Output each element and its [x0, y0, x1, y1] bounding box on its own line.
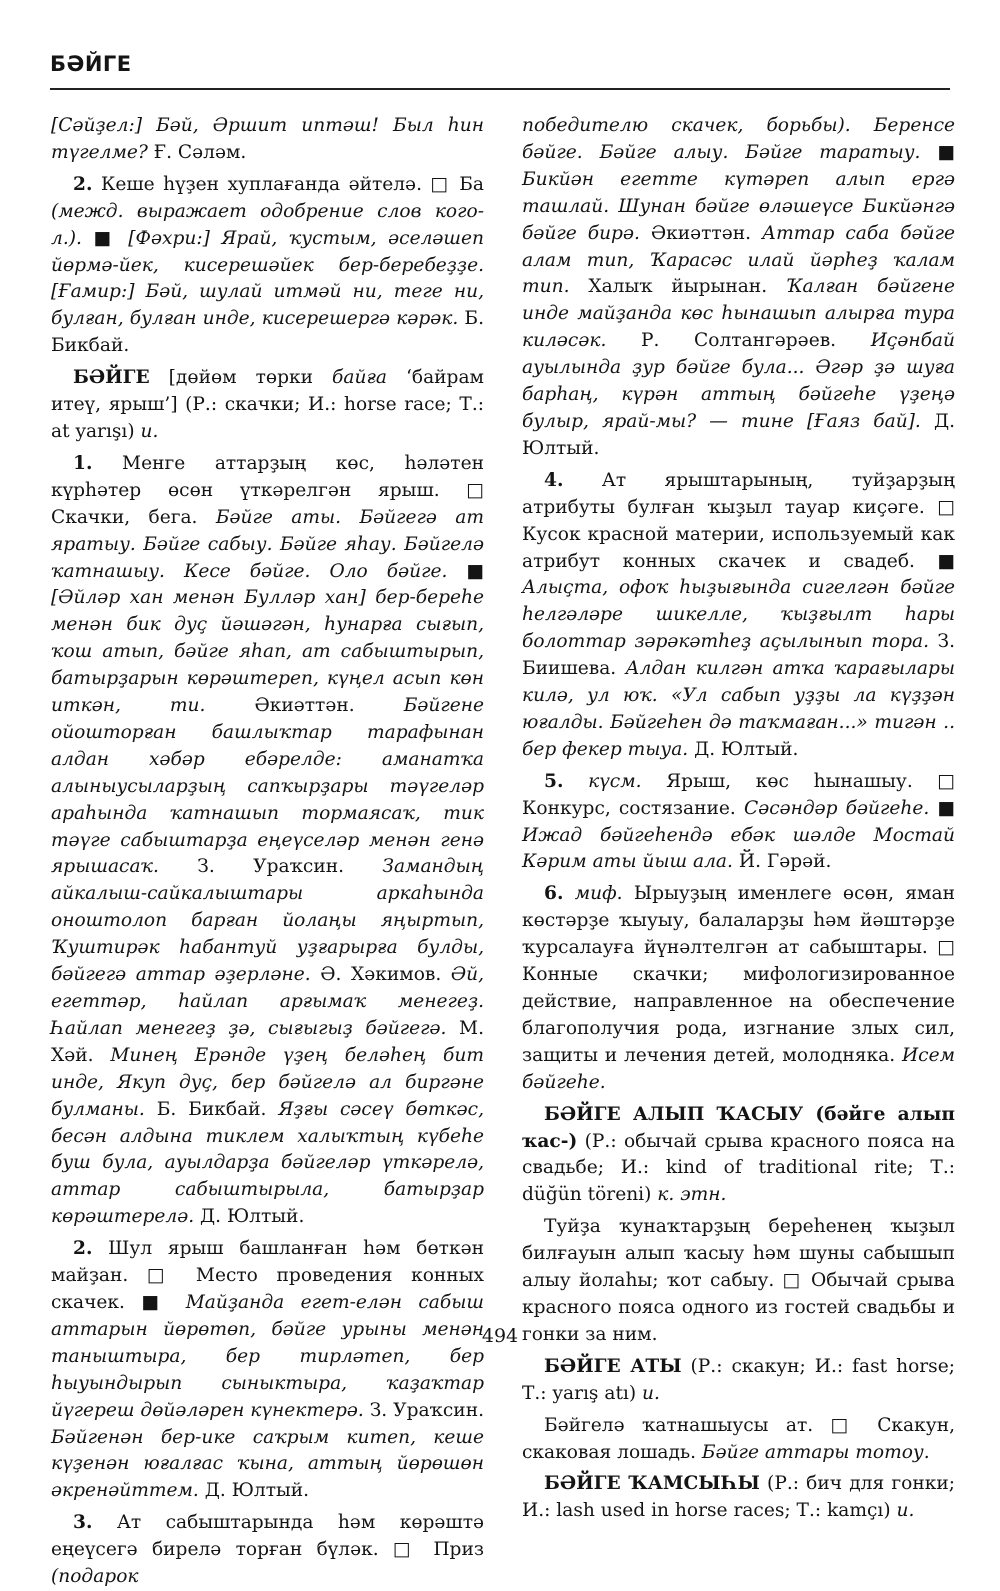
paragraph: [Сәйҙел:] Бәй, Әршит иптәш! Был һин түгелме? Ғ. Сәләм. — [51, 115, 484, 163]
running-header: БӘЙГЕ — [50, 52, 132, 76]
right-column — [522, 113, 955, 1525]
paragraph: 6. миф. Ырыуҙың именлеге өсөн, яман көстәрҙе ҡыуыу, балаларҙы һәм йәштәрҙе ҡурсалауға йүнәлтелгән ат сабыштары. □ Конные скачки; мифологизированное действие, направленное на обеспечение благополучия рода, изгнание злых сил, защиты и лечения детей, молодняка. Исем бәйгеһе. — [522, 883, 955, 1093]
paragraph: 3. Ат сабыштарында һәм көрәштә еңеүсегә бирелә торған бүләк. □ Приз (подарок — [51, 1512, 484, 1588]
header-rule — [50, 88, 950, 90]
paragraph: 2. Кеше һүҙен хуплағанда әйтелә. □ Ба (межд. выражает одобрение слов кого-л.). ■ [Фәхри:] Ярай, ҡустым, әселәшеп йөрмә-йек, кисерешәйек бер-беребеҙҙе. [Ғамир:] Бәй, шулай итмәй ни, теге ни, булған, булған инде, кисерешергә кәрәк. Б. Бикбай. — [51, 173, 485, 357]
paragraph: Туйҙа ҡунаҡтарҙың береһенең ҡыҙыл билғауын алып ҡасыу һәм шуны сабышып алыу йолаһы; ҡот сабыу. □ Обычай срыва красного пояса одного из гостей свадьбы и гонки за ним. — [522, 1216, 955, 1345]
paragraph: победителю скачек, борьбы). Беренсе бәйге. Бәйге алыу. Бәйге таратыу. ■ Бикйән егеттe күтәреп алып ергә ташлай. Шунан бәйге өләшеүсе Бикйәнгә бәйге бирә. Әкиәттән. Аттар саба бәйге алам тип, Ҡарасәс илай йәрһеҙ ҡалам тип. Халыҡ йырынан. Ҡалған бәйгене инде майҙанда көс һынашып алырға тура киләсәк. Р. Солтангәрәев. Иҫәнбай ауылында ҙур бәйге була... Әгәр ҙә шуға барһаң, күрән аттың бәйгеһе үҙеңә булыр, ярай-мы? — тине [Ғаяз бай]. Д. Юлтый. — [522, 115, 956, 459]
entry-heading-paragraph: БӘЙГЕ АЛЫП ҠАСЫУ (бәйге алып ҡас-) (Р.: обычай срыва красного пояса на свадьбе; И.: kind of traditional rite; Т.: düğün töreni) к. этн. — [522, 1103, 955, 1206]
paragraph: 5. күсм. Ярыш, көс һынашыу. □ Конкурс, состязание. Сәсәндәр бәйгеһе. ■ Ижад бәйгеһендә ебәк шәлде Мостай Кәрим аты йыш ала. Й. Гәрәй. — [522, 770, 955, 873]
entry-heading-paragraph: БӘЙГЕ [дөйөм төрки байға ‘байрам итеү, ярыш’] (Р.: скачки; И.: horse race; Т.: at yarışı) и. — [51, 367, 484, 442]
page-number: 494 — [481, 1325, 519, 1347]
paragraph: 2. Шул ярыш башланған һәм бөткән майҙан. □ Место проведения конных скачек. ■ Майҙанда егет-елән сабыш аттарын йөрөтөп, бәйге урыны менән таныштыра, бер тирләтеп, бер һыуындырып сыныктыра, ҡаҙаҡтар йүгереш дөйәләрен күнектерә. З. Ураҡсин. Бәйгенән бер-ике саҡрым китеп, кеше күҙенән юғалғас ҡына, аттың йөрөшөн әкренәйттем. Д. Юлтый. — [51, 1238, 484, 1502]
entry-heading-paragraph: БӘЙГЕ ҠАМСЫҺЫ (Р.: бич для гонки; И.: lash used in horse races; Т.: kamçı) и. — [522, 1473, 955, 1522]
paragraph: 4. Ат ярыштарының, туйҙарҙың атрибуты булған ҡыҙыл тауар киҫәге. □ Кусок красной материи, используемый как атрибут конных скачек и свадеб. ■ Алыҫта, офоҡ һыҙығында сигелгән бәйге һелгәләре шикелле, ҡыҙғылт һары болоттар зәрәкәтһеҙ аҫылынып тора. З. Биишева. Алдан килгән атҡа ҡарағылары килә, ул юҡ. «Ул сабып уҙҙы ла күҙҙән юғалды. Бәйгеһен дә таҡмаған...» тигән .. бер фекер тыуа. Д. Юлтый. — [522, 469, 956, 760]
left-column — [51, 113, 484, 1591]
entry-heading-paragraph: БӘЙГЕ АТЫ (Р.: скакун; И.: fast horse; Т.: yarış atı) и. — [522, 1355, 955, 1404]
paragraph: Бәйгелә ҡатнашыусы ат. □ Скакун, скаковая лошадь. Бәйге аттары тотоу. — [522, 1414, 955, 1463]
paragraph: 1. Менге аттарҙың көс, һәләтен күрһәтер өсөн үткәрелгән ярыш. □ Скачки, бега. Бәйге аты. Бәйгегә ат яратыу. Бәйге сабыу. Бәйге яһау. Бәйгелә ҡатнашыу. Кесе бәйге. Оло бәйге. ■ [Әйләр хан менән Булләр хан] бер-береһе менән бик дуҫ йәшәгән, һунарға сығып, ҡош атып, бәйге яһап, ат сабыштырып, батырҙарын көрәштереп, күңел асып көн иткән, ти. Әкиәттән. Бәйгене ойошторған башлыҡтар тарафынан алдан хәбәр ебәрелде: аманатҡа алыныусыларҙың сапҡырҙары тәүгеләр араһында ҡатнашып тормаясаҡ, тик тәүге сабыштарҙа еңеүселәр менән генә ярышасаҡ. З. Ураҡсин. Замандың айкалыш-сайкалыштары аркаһында оноштолоп барған йолаңы яңыртып, Ҡуштирәк һабантуй уҙғарырға булды, бәйгегә аттар әҙерләне. Ә. Хәкимов. Әй, егеттәр, һайлап арғымаҡ менегеҙ. Һайлап менегеҙ ҙә, сығыгыҙ бәйгегә. М. Хәй. Минең Ерәнде үҙең беләһең бит инде, Якуп дуҫ, бер бәйгелә ал биргәне булманы. Б. Бикбай. Яҙғы сәсеү бөткәс, бесән алдына тиклем халыҡтың күбеһе буш була, ауылдарҙа бәйгеләр үткәрелә, аттар сабыштырыла, батырҙар көрәштерелә. Д. Юлтый. — [51, 452, 485, 1228]
